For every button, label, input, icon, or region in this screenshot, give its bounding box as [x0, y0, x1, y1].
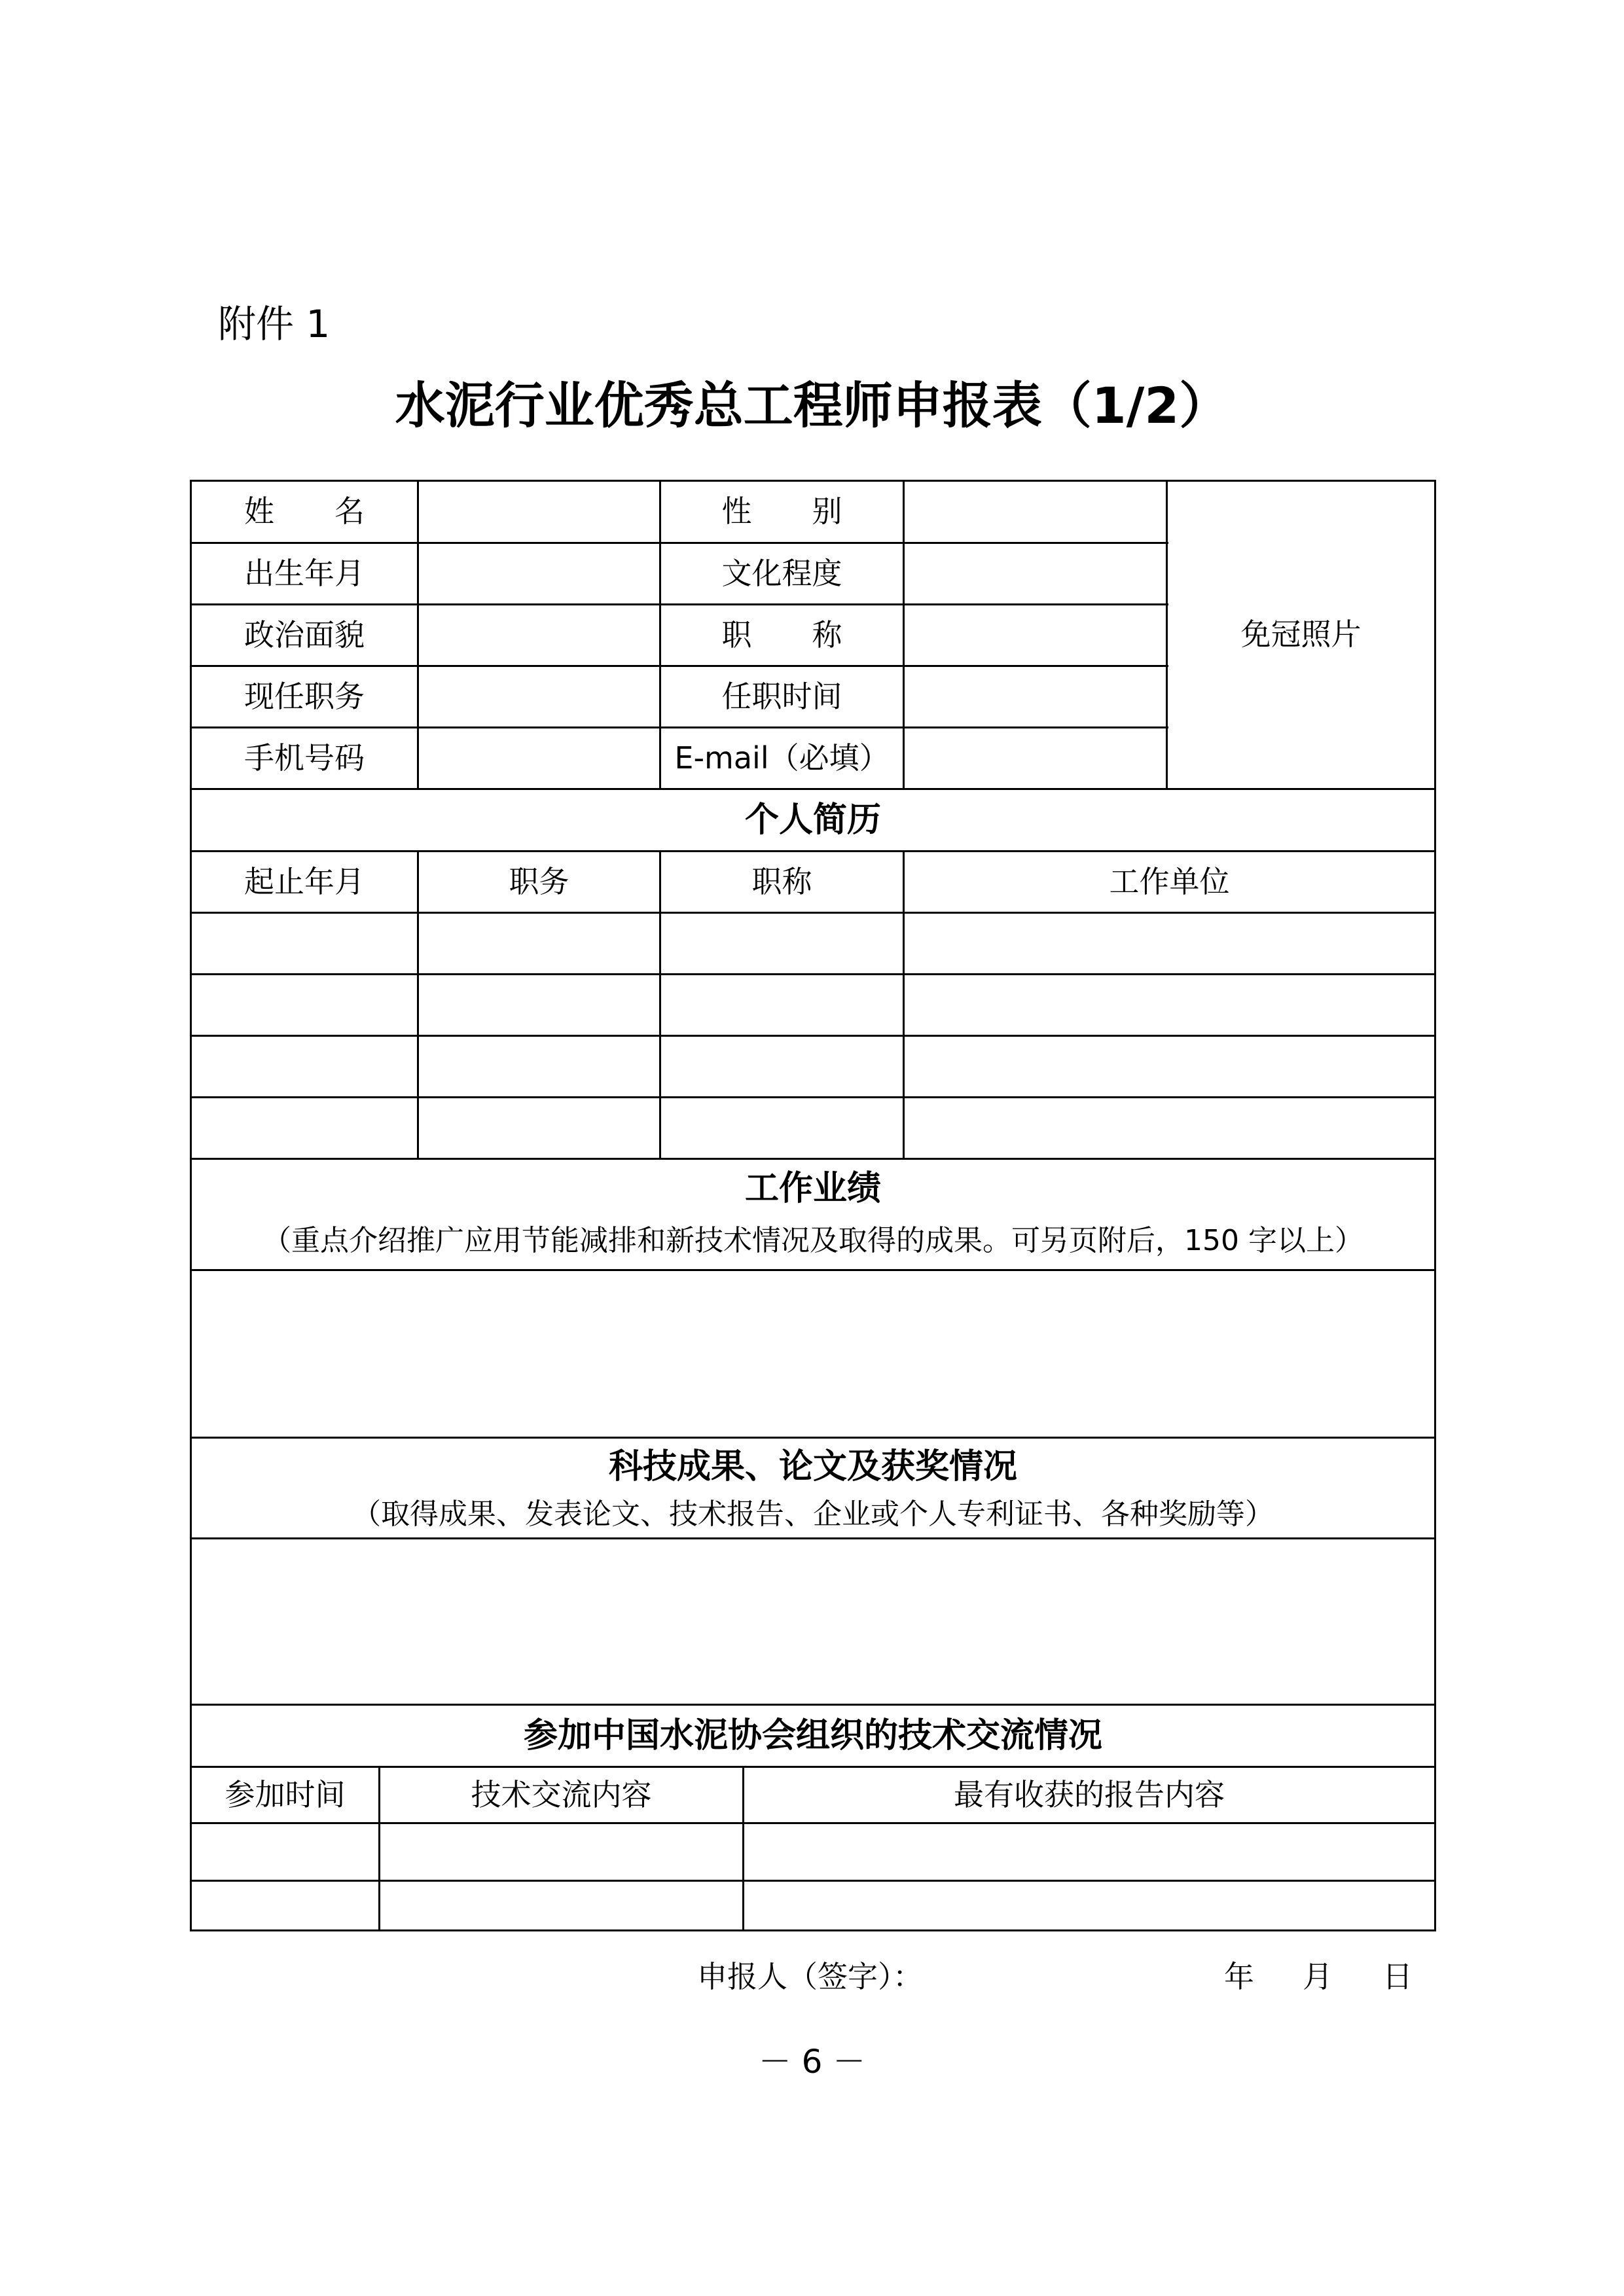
- resume-col-employer: 工作单位: [1109, 863, 1230, 899]
- current-position-label: 现任职务: [244, 678, 365, 714]
- form-title: 水泥行业优秀总工程师申报表（1/2）: [395, 376, 1229, 435]
- exchange-row-1[interactable]: [192, 1824, 1434, 1880]
- exchange-col-content: 技术交流内容: [471, 1776, 652, 1812]
- email-field[interactable]: [905, 728, 1166, 788]
- resume-col-period: 起止年月: [244, 863, 365, 899]
- achievements-heading: 工作业绩: [744, 1169, 881, 1208]
- resume-row-1[interactable]: [192, 914, 1434, 973]
- email-label: E-mail（必填）: [674, 740, 890, 776]
- grid-line: [192, 1437, 1434, 1439]
- resume-row-3[interactable]: [192, 1037, 1434, 1096]
- exchange-heading: 参加中国水泥协会组织的技术交流情况: [523, 1716, 1102, 1755]
- birth-label: 出生年月: [244, 555, 365, 591]
- date-day: 日: [1382, 1959, 1413, 1994]
- gender-label: 性 别: [721, 493, 842, 529]
- name-field[interactable]: [419, 482, 659, 542]
- mobile-field[interactable]: [419, 728, 659, 788]
- education-label: 文化程度: [721, 555, 842, 591]
- political-field[interactable]: [419, 605, 659, 665]
- professional-title-field[interactable]: [905, 605, 1166, 665]
- grid-line: [192, 1158, 1434, 1160]
- current-position-field[interactable]: [419, 667, 659, 726]
- mobile-label: 手机号码: [244, 740, 365, 776]
- appointment-time-label: 任职时间: [721, 678, 842, 714]
- exchange-row-2[interactable]: [192, 1882, 1434, 1929]
- photo-placeholder[interactable]: 免冠照片: [1240, 617, 1362, 653]
- resume-col-position: 职务: [509, 863, 569, 899]
- professional-title-label: 职 称: [721, 617, 842, 653]
- date-month: 月: [1303, 1959, 1333, 1994]
- attachment-label: 附件 1: [218, 302, 331, 346]
- awards-content-area[interactable]: [192, 1539, 1434, 1704]
- resume-row-4[interactable]: [192, 1098, 1434, 1158]
- birth-field[interactable]: [419, 544, 659, 603]
- awards-note: （取得成果、发表论文、技术报告、企业或个人专利证书、各种奖励等）: [352, 1498, 1274, 1531]
- appointment-time-field[interactable]: [905, 667, 1166, 726]
- name-label: 姓 名: [244, 493, 365, 529]
- page-number: － 6 －: [758, 2043, 866, 2081]
- resume-heading: 个人简历: [744, 800, 881, 840]
- application-form: [190, 480, 1436, 1931]
- signature-label: 申报人（签字）：: [697, 1959, 923, 1994]
- political-label: 政治面貌: [244, 617, 365, 653]
- resume-row-2[interactable]: [192, 975, 1434, 1035]
- resume-col-title: 职称: [751, 863, 812, 899]
- achievements-content-area[interactable]: [192, 1271, 1434, 1437]
- gender-field[interactable]: [905, 482, 1166, 542]
- exchange-col-report: 最有收获的报告内容: [954, 1776, 1225, 1812]
- awards-heading: 科技成果、论文及获奖情况: [608, 1447, 1017, 1486]
- date-year: 年: [1224, 1959, 1254, 1994]
- education-field[interactable]: [905, 544, 1166, 603]
- achievements-note: （重点介绍推广应用节能减排和新技术情况及取得的成果。可另页附后，150 字以上）: [262, 1224, 1363, 1257]
- exchange-col-time: 参加时间: [225, 1776, 346, 1812]
